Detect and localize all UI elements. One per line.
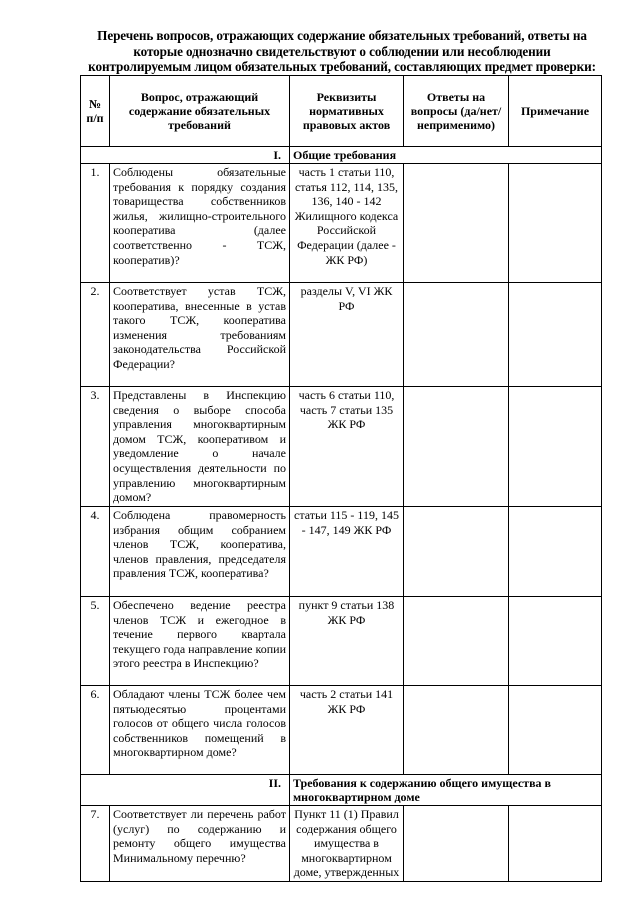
section-title: Общие требования bbox=[290, 147, 602, 164]
table-row bbox=[81, 164, 602, 283]
row-note bbox=[509, 597, 602, 686]
row-requisites: разделы V, VI ЖК РФ bbox=[290, 283, 404, 387]
row-note bbox=[509, 507, 602, 597]
row-question: Соответствует устав ТСЖ, кооператива, внесенные в устав такого ТСЖ, кооператива изменения требованиям законодательства Российской Федерации? bbox=[110, 283, 290, 387]
row-question: Соблюдены обязательные требования к порядку создания товарищества собственников жилья, жилищно-строительного кооператива (далее соответственно - ТСЖ, кооператив)? bbox=[110, 164, 290, 283]
row-note bbox=[509, 164, 602, 283]
row-number: 6. bbox=[81, 686, 110, 775]
header-question: Вопрос, отражающий содержание обязательных требований bbox=[110, 76, 290, 147]
row-requisites: часть 6 статьи 110, часть 7 статьи 135 ЖК РФ bbox=[290, 387, 404, 507]
checklist-table bbox=[80, 75, 602, 882]
row-answer bbox=[404, 686, 509, 775]
table-row bbox=[81, 597, 602, 686]
row-note bbox=[509, 283, 602, 387]
row-answer bbox=[404, 283, 509, 387]
row-answer bbox=[404, 806, 509, 882]
row-number: 4. bbox=[81, 507, 110, 597]
row-note bbox=[509, 806, 602, 882]
table-row bbox=[81, 806, 602, 882]
table-row bbox=[81, 686, 602, 775]
row-number: 5. bbox=[81, 597, 110, 686]
row-requisites: часть 2 статьи 141 ЖК РФ bbox=[290, 686, 404, 775]
row-answer bbox=[404, 507, 509, 597]
table-row bbox=[81, 283, 602, 387]
row-requisites: пункт 9 статьи 138 ЖК РФ bbox=[290, 597, 404, 686]
row-number: 2. bbox=[81, 283, 110, 387]
row-question: Обеспечено ведение реестра членов ТСЖ и ежегодное в течение первого квартала текущего года направление копии этого реестра в Инспекцию? bbox=[110, 597, 290, 686]
row-requisites: часть 1 статьи 110, статья 112, 114, 135, 136, 140 - 142 Жилищного кодекса Российской Федерации (далее - ЖК РФ) bbox=[290, 164, 404, 283]
row-answer bbox=[404, 164, 509, 283]
row-question: Представлены в Инспекцию сведения о выборе способа управления многоквартирным домом ТСЖ, кооперативом и уведомление о начале осуществления деятельности по управлению многоквартирным домом? bbox=[110, 387, 290, 507]
header-num: № п/п bbox=[81, 76, 110, 147]
row-note bbox=[509, 686, 602, 775]
row-number: 7. bbox=[81, 806, 110, 882]
document-title: Перечень вопросов, отражающих содержание обязательных требований, ответы на которые однозначно свидетельствуют о соблюдении или несоблюдении контролируемым лицом обязательных требований, составляющих предмет проверки: bbox=[88, 28, 596, 74]
row-note bbox=[509, 387, 602, 507]
row-answer bbox=[404, 597, 509, 686]
header-requisites: Реквизиты нормативных правовых актов bbox=[290, 76, 404, 147]
table-row bbox=[81, 507, 602, 597]
row-requisites: Пункт 11 (1) Правил содержания общего имущества в многоквартирном доме, утвержденных bbox=[290, 806, 404, 882]
table-row bbox=[81, 387, 602, 507]
header-notes: Примечание bbox=[509, 76, 602, 147]
row-question: Соблюдена правомерность избрания общим собранием членов ТСЖ, кооператива, членов правления, председателя правления ТСЖ, кооператива? bbox=[110, 507, 290, 597]
row-number: 1. bbox=[81, 164, 110, 283]
section-title: Требования к содержанию общего имущества в многоквартирном доме bbox=[290, 775, 602, 806]
row-number: 3. bbox=[81, 387, 110, 507]
section-row bbox=[81, 775, 602, 806]
row-requisites: статьи 115 - 119, 145 - 147, 149 ЖК РФ bbox=[290, 507, 404, 597]
row-question: Обладают члены ТСЖ более чем пятьюдесятью процентами голосов от общего числа голосов собственников помещений в многоквартирном доме? bbox=[110, 686, 290, 775]
section-number: II. bbox=[81, 775, 290, 806]
section-row bbox=[81, 147, 602, 164]
section-number: I. bbox=[81, 147, 290, 164]
row-question: Соответствует ли перечень работ (услуг) по содержанию и ремонту общего имущества Минимальному перечню? bbox=[110, 806, 290, 882]
header-answers: Ответы на вопросы (да/нет/неприменимо) bbox=[404, 76, 509, 147]
row-answer bbox=[404, 387, 509, 507]
table-header-row bbox=[81, 76, 602, 147]
